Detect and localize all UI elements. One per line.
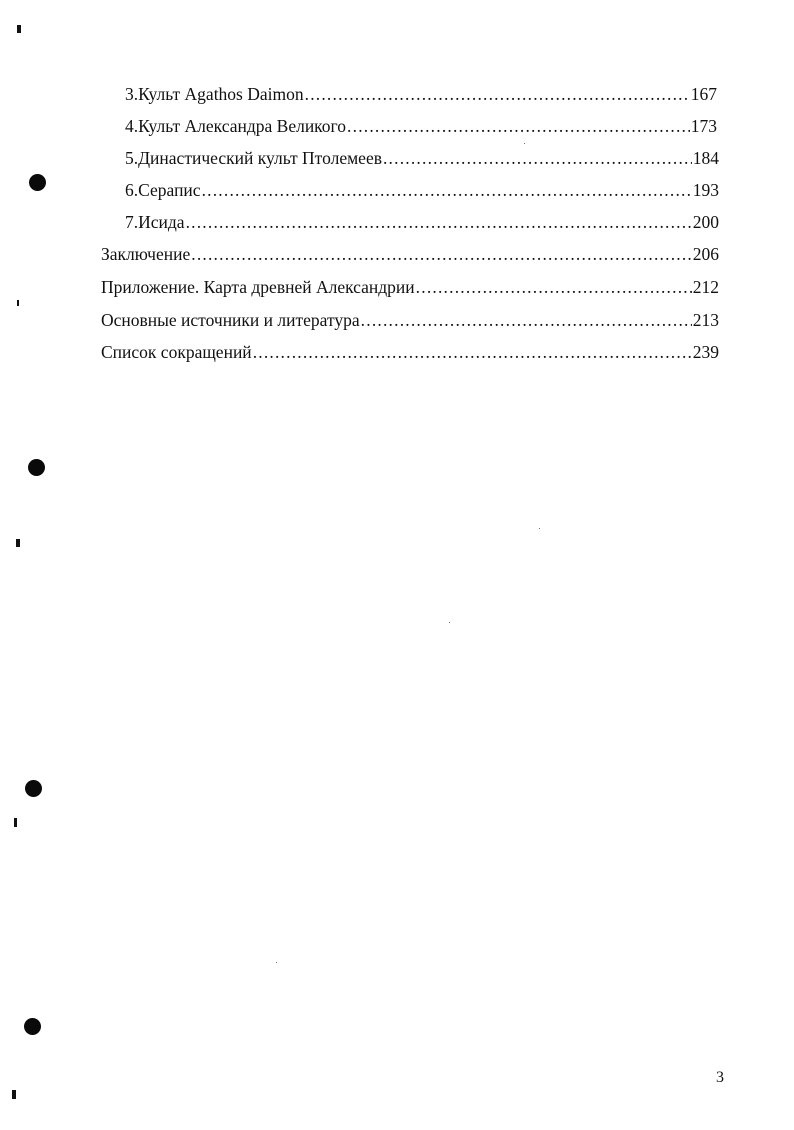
- toc-entry: [125, 211, 719, 233]
- scan-edge-mark: [16, 539, 20, 547]
- punch-hole: [28, 459, 45, 476]
- toc-entry-title: Культ Александра Великого: [138, 116, 347, 136]
- toc-entry-page: 167: [690, 84, 717, 104]
- scan-speck: [449, 622, 450, 623]
- dot-leader: [191, 243, 692, 265]
- toc-entry-title: Заключение: [101, 244, 191, 264]
- toc-entry: [101, 309, 719, 331]
- toc-entry-number: 4.: [125, 116, 139, 136]
- toc-entry-page: 239: [692, 342, 719, 362]
- toc-entry-page: 213: [692, 310, 719, 330]
- scan-speck: [539, 528, 540, 529]
- toc-entry: [101, 276, 719, 298]
- toc-entry: [125, 83, 717, 105]
- toc-entry-title: Основные источники и литература: [101, 310, 360, 330]
- scan-edge-mark: [17, 300, 19, 306]
- toc-entry-number: 7.: [125, 212, 139, 232]
- dot-leader: [202, 179, 692, 201]
- toc-entry-title: Приложение. Карта древней Александрии: [101, 277, 415, 297]
- scan-edge-mark: [14, 818, 17, 827]
- toc-entry-number: 5.: [125, 148, 139, 168]
- dot-leader: [383, 147, 692, 169]
- dot-leader: [347, 115, 690, 137]
- toc-entry-page: 184: [692, 148, 719, 168]
- scan-speck: [276, 962, 277, 963]
- toc-entry: [125, 115, 717, 137]
- scan-speck: [524, 143, 525, 144]
- page-number: 3: [716, 1069, 724, 1086]
- dot-leader: [305, 83, 690, 105]
- toc-entry: [101, 341, 719, 363]
- toc-entry-number: 3.: [125, 84, 139, 104]
- scan-edge-mark: [12, 1090, 16, 1099]
- toc-entry-page: 206: [692, 244, 719, 264]
- punch-hole: [29, 174, 46, 191]
- toc-entry-title: Культ Agathos Daimon: [138, 84, 304, 104]
- punch-hole: [24, 1018, 41, 1035]
- punch-hole: [25, 780, 42, 797]
- toc-entry: [125, 179, 719, 201]
- toc-entry-page: 200: [692, 212, 719, 232]
- scan-edge-mark: [17, 25, 21, 33]
- toc-entry-title: Династический культ Птолемеев: [138, 148, 382, 168]
- dot-leader: [416, 276, 692, 298]
- toc-entry-title: Исида: [138, 212, 185, 232]
- toc-entry: [101, 243, 719, 265]
- dot-leader: [186, 211, 692, 233]
- toc-entry-page: 212: [692, 277, 719, 297]
- toc-entry: [125, 147, 719, 169]
- toc-entry-page: 173: [690, 116, 717, 136]
- dot-leader: [253, 341, 692, 363]
- toc-entry-page: 193: [692, 180, 719, 200]
- toc-entry-title: Серапис: [138, 180, 201, 200]
- toc-entry-number: 6.: [125, 180, 139, 200]
- dot-leader: [361, 309, 692, 331]
- toc-entry-title: Список сокращений: [101, 342, 252, 362]
